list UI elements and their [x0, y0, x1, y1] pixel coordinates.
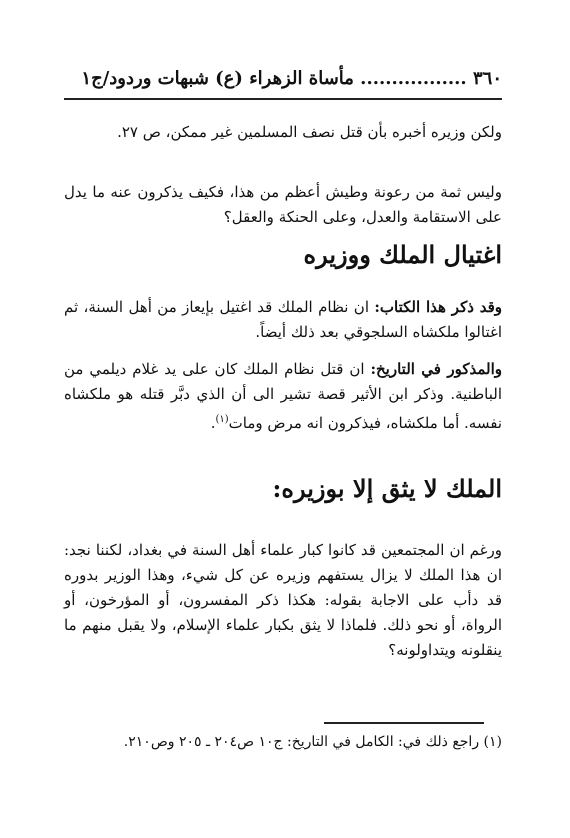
paragraph-5: ورغم ان المجتمعين قد كانوا كبار علماء أهل السنة في بغداد، لكننا نجد: ان هذا الملك لا يزال يستفهم وزيره عن كل شيء، وهذا الوزير بدوره قد دأب على الاجابة بقوله: هكذا ذكر المفسرون، أو المؤرخون، أو الرواة، أو نحو ذلك. فلماذا لا يثق بكبار علماء الإسلام، ولا يقبل منهم ما ينقلونه ويتداولونه؟ [64, 541, 502, 659]
paragraph-3-body: ان نظام الملك قد اغتيل بإيعاز من أهل السنة، ثم اغتالوا ملكشاه السلجوقي بعد ذلك أيضاً. [64, 298, 502, 341]
paragraph-1: ولكن وزيره أخبره بأن قتل نصف المسلمين غير ممكن، ص ٢٧. [117, 123, 502, 141]
footnote-reference: (١) [215, 414, 229, 425]
paragraph-3 [64, 295, 502, 345]
section-heading-assassination: اغتيال الملك ووزيره [303, 240, 502, 269]
paragraph-4-end: . [210, 414, 216, 432]
section-heading-king-trust: الملك لا يثق إلا بوزيره: [272, 474, 502, 503]
paragraph-4-lead: والمذكور في التاريخ: [370, 360, 502, 378]
running-header: ٣٦٠ ................. مأساة الزهراء (ع) شبهات وردود/ج١ [64, 64, 502, 100]
footnote: (١) راجع ذلك في: الكامل في التاريخ: ج١٠ ص٢٠٤ ـ ٢٠٥ وص٢١٠. [123, 734, 502, 750]
paragraph-4 [64, 357, 502, 436]
paragraph-3-lead: وقد ذكر هذا الكتاب: [374, 298, 503, 316]
paragraph-2: وليس ثمة من رعونة وطيش أعظم من هذا، فكيف يذكرون عنه ما يدل على الاستقامة والعدل، وعلى الحنكة والعقل؟ [64, 183, 502, 226]
footnote-divider [324, 722, 484, 724]
paragraph-4-body: ان قتل نظام الملك كان على يد غلام ديلمي من الباطنية. وذكر ابن الأثير قصة تشير الى أن الذي دبَّر قتله هو ملكشاه نفسه. أما ملكشاه، فيذكرون انه مرض ومات [64, 360, 502, 432]
